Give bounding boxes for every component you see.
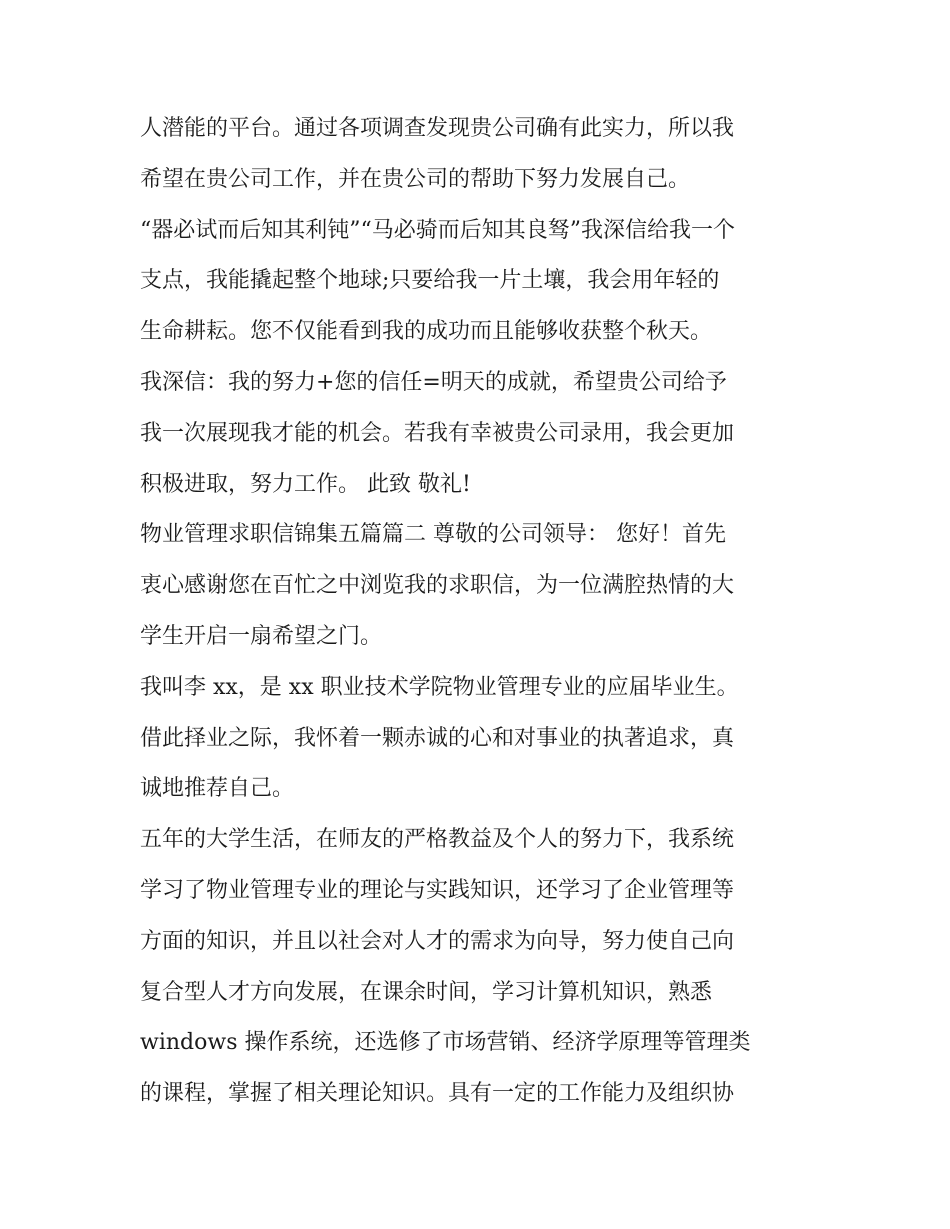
text-line: 诚地推荐自己。 (140, 776, 295, 802)
text-line: 借此择业之际，我怀着一颗赤诚的心和对事业的执著追求，真 (140, 725, 735, 751)
text-line: 学生开启一扇希望之门。 (140, 623, 383, 649)
text-line: “器必试而后知其利钝”“马必骑而后知其良驽”我深信给我一个 (140, 217, 735, 243)
text-line: 积极进取，努力工作。 此致 敬礼! (140, 471, 471, 497)
text-line: 学习了物业管理专业的理论与实践知识，还学习了企业管理等 (140, 877, 735, 903)
text-line: 复合型人才方向发展，在课余时间，学习计算机知识，熟悉 (140, 979, 713, 1005)
document-body (140, 104, 840, 1120)
text-line: windows 操作系统，还选修了市场营销、经济学原理等管理类 (140, 1030, 751, 1056)
text-line: 生命耕耘。您不仅能看到我的成功而且能够收获整个秋天。 (140, 319, 713, 345)
text-line: 五年的大学生活，在师友的严格教益及个人的努力下，我系统 (140, 827, 735, 853)
text-line: 希望在贵公司工作，并在贵公司的帮助下努力发展自己。 (140, 166, 691, 192)
text-line: 我一次展现我才能的机会。若我有幸被贵公司录用，我会更加 (140, 420, 735, 446)
text-line: 人潜能的平台。通过各项调查发现贵公司确有此实力，所以我 (140, 116, 735, 141)
text-line: 方面的知识，并且以社会对人才的需求为向导，努力使自己向 (140, 928, 735, 954)
text-line: 我叫李 xx，是 xx 职业技术学院物业管理专业的应届毕业生。 (140, 674, 739, 700)
text-line: 我深信：我的努力+您的信任=明天的成就，希望贵公司给予 (140, 369, 727, 395)
text-line: 的课程，掌握了相关理论知识。具有一定的工作能力及组织协 (140, 1081, 735, 1107)
text-line: 物业管理求职信锦集五篇篇二 尊敬的公司领导： 您好！首先 (140, 522, 726, 548)
text-line: 支点，我能撬起整个地球;只要给我一片土壤，我会用年轻的 (140, 268, 720, 294)
text-line: 衷心感谢您在百忙之中浏览我的求职信，为一位满腔热情的大 (140, 573, 735, 599)
